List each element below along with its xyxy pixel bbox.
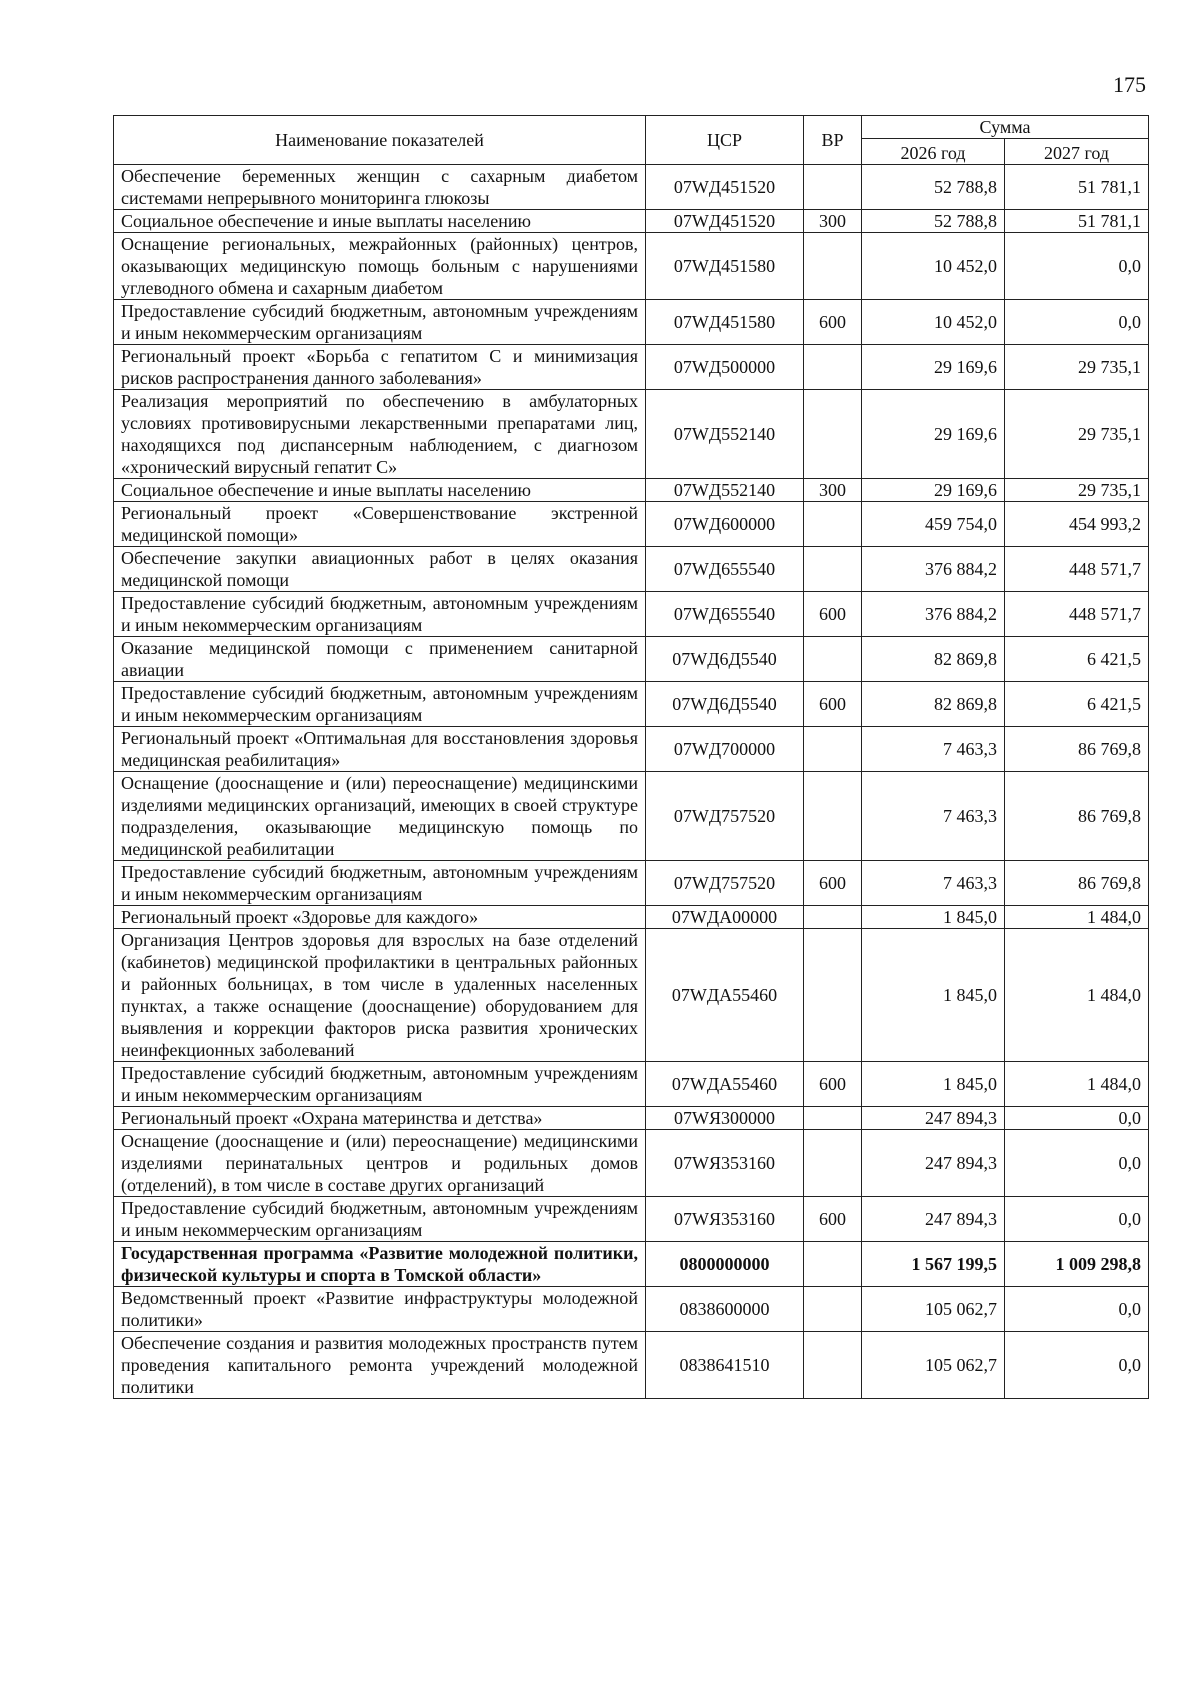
- cell-vr: [804, 165, 862, 210]
- cell-name: Организация Центров здоровья для взрослых на базе отделений (кабинетов) медицинской профилактики в центральных районных и районных больницах, в том числе в удаленных населенных пунктах, а также оснащение (дооснащение) оборудованием для выявления и коррекции факторов риска развития хронических неинфекционных заболеваний: [114, 929, 646, 1062]
- cell-sum-2027: 1 009 298,8: [1005, 1242, 1149, 1287]
- cell-name: Оказание медицинской помощи с применением санитарной авиации: [114, 637, 646, 682]
- table-body: [114, 165, 1149, 1399]
- cell-sum-2026: 376 884,2: [862, 547, 1005, 592]
- cell-name: Предоставление субсидий бюджетным, автономным учреждениям и иным некоммерческим организациям: [114, 1062, 646, 1107]
- cell-vr: [804, 637, 862, 682]
- cell-sum-2027: 29 735,1: [1005, 390, 1149, 479]
- table-row: [114, 1062, 1149, 1107]
- cell-sum-2027: 0,0: [1005, 233, 1149, 300]
- cell-name: Предоставление субсидий бюджетным, автономным учреждениям и иным некоммерческим организациям: [114, 1197, 646, 1242]
- cell-vr: 600: [804, 1197, 862, 1242]
- cell-name: Социальное обеспечение и иные выплаты населению: [114, 479, 646, 502]
- cell-csr: 07WД451580: [646, 233, 804, 300]
- cell-sum-2026: 82 869,8: [862, 637, 1005, 682]
- cell-sum-2027: 29 735,1: [1005, 479, 1149, 502]
- cell-csr: 07WД451520: [646, 210, 804, 233]
- cell-sum-2026: 1 845,0: [862, 906, 1005, 929]
- cell-sum-2026: 29 169,6: [862, 390, 1005, 479]
- cell-csr: 07WД6Д5540: [646, 637, 804, 682]
- cell-csr: 0800000000: [646, 1242, 804, 1287]
- cell-csr: 0838600000: [646, 1287, 804, 1332]
- header-sum: Сумма: [862, 116, 1149, 139]
- table-header: [114, 116, 1149, 165]
- cell-sum-2026: 105 062,7: [862, 1332, 1005, 1399]
- table-row: [114, 479, 1149, 502]
- cell-sum-2027: 86 769,8: [1005, 727, 1149, 772]
- table-row: [114, 233, 1149, 300]
- cell-sum-2027: 1 484,0: [1005, 929, 1149, 1062]
- cell-name: Ведомственный проект «Развитие инфраструктуры молодежной политики»: [114, 1287, 646, 1332]
- table-row: [114, 547, 1149, 592]
- cell-sum-2026: 29 169,6: [862, 345, 1005, 390]
- cell-vr: [804, 345, 862, 390]
- cell-vr: 300: [804, 210, 862, 233]
- cell-sum-2027: 0,0: [1005, 1332, 1149, 1399]
- cell-vr: [804, 1130, 862, 1197]
- cell-sum-2027: 51 781,1: [1005, 210, 1149, 233]
- table-row: [114, 727, 1149, 772]
- cell-vr: [804, 929, 862, 1062]
- cell-vr: [804, 547, 862, 592]
- cell-sum-2027: 454 993,2: [1005, 502, 1149, 547]
- cell-sum-2026: 10 452,0: [862, 300, 1005, 345]
- cell-name: Оснащение региональных, межрайонных (районных) центров, оказывающих медицинскую помощь больным с нарушениями углеводного обмена и сахарным диабетом: [114, 233, 646, 300]
- cell-sum-2026: 1 845,0: [862, 1062, 1005, 1107]
- cell-vr: [804, 1332, 862, 1399]
- header-vr: ВР: [804, 116, 862, 165]
- cell-sum-2027: 6 421,5: [1005, 637, 1149, 682]
- cell-name: Региональный проект «Здоровье для каждого»: [114, 906, 646, 929]
- cell-csr: 07WД552140: [646, 390, 804, 479]
- cell-vr: 300: [804, 479, 862, 502]
- cell-sum-2027: 448 571,7: [1005, 592, 1149, 637]
- cell-csr: 07WД6Д5540: [646, 682, 804, 727]
- cell-sum-2026: 376 884,2: [862, 592, 1005, 637]
- cell-csr: 07WД451580: [646, 300, 804, 345]
- cell-name: Оснащение (дооснащение и (или) переоснащение) медицинскими изделиями перинатальных центров и родильных домов (отделений), в том числе в составе других организаций: [114, 1130, 646, 1197]
- cell-vr: [804, 906, 862, 929]
- cell-sum-2027: 86 769,8: [1005, 861, 1149, 906]
- table-row: [114, 929, 1149, 1062]
- cell-csr: 07WЯ300000: [646, 1107, 804, 1130]
- table-row: [114, 906, 1149, 929]
- cell-sum-2026: 459 754,0: [862, 502, 1005, 547]
- cell-vr: [804, 1242, 862, 1287]
- header-2027: 2027 год: [1005, 139, 1149, 165]
- cell-sum-2027: 29 735,1: [1005, 345, 1149, 390]
- cell-name: Региональный проект «Оптимальная для восстановления здоровья медицинская реабилитация»: [114, 727, 646, 772]
- cell-csr: 07WД655540: [646, 547, 804, 592]
- table-row: [114, 300, 1149, 345]
- table-row: [114, 1107, 1149, 1130]
- cell-sum-2027: 6 421,5: [1005, 682, 1149, 727]
- cell-name: Оснащение (дооснащение и (или) переоснащение) медицинскими изделиями медицинских организаций, имеющих в своей структуре подразделения, оказывающие медицинскую помощь по медицинской реабилитации: [114, 772, 646, 861]
- cell-sum-2026: 105 062,7: [862, 1287, 1005, 1332]
- cell-sum-2027: 51 781,1: [1005, 165, 1149, 210]
- cell-csr: 07WД655540: [646, 592, 804, 637]
- page-number: 175: [1113, 72, 1146, 97]
- table-row: [114, 1130, 1149, 1197]
- cell-vr: [804, 772, 862, 861]
- table-row: [114, 345, 1149, 390]
- table-row: [114, 772, 1149, 861]
- cell-sum-2026: 10 452,0: [862, 233, 1005, 300]
- cell-name: Предоставление субсидий бюджетным, автономным учреждениям и иным некоммерческим организациям: [114, 861, 646, 906]
- cell-vr: [804, 1107, 862, 1130]
- cell-csr: 07WД552140: [646, 479, 804, 502]
- cell-sum-2026: 29 169,6: [862, 479, 1005, 502]
- table-row: [114, 1287, 1149, 1332]
- cell-sum-2027: 0,0: [1005, 300, 1149, 345]
- cell-vr: [804, 1287, 862, 1332]
- cell-vr: [804, 502, 862, 547]
- cell-sum-2026: 52 788,8: [862, 165, 1005, 210]
- cell-name: Социальное обеспечение и иные выплаты населению: [114, 210, 646, 233]
- cell-csr: 07WД451520: [646, 165, 804, 210]
- cell-sum-2026: 247 894,3: [862, 1130, 1005, 1197]
- cell-sum-2027: 1 484,0: [1005, 906, 1149, 929]
- cell-sum-2026: 7 463,3: [862, 861, 1005, 906]
- cell-vr: [804, 390, 862, 479]
- cell-csr: 07WДА55460: [646, 1062, 804, 1107]
- cell-csr: 07WД700000: [646, 727, 804, 772]
- cell-vr: 600: [804, 300, 862, 345]
- cell-sum-2026: 7 463,3: [862, 727, 1005, 772]
- cell-sum-2026: 52 788,8: [862, 210, 1005, 233]
- cell-name: Предоставление субсидий бюджетным, автономным учреждениям и иным некоммерческим организациям: [114, 592, 646, 637]
- cell-sum-2027: 448 571,7: [1005, 547, 1149, 592]
- cell-sum-2027: 0,0: [1005, 1107, 1149, 1130]
- cell-csr: 07WД500000: [646, 345, 804, 390]
- table-row: [114, 682, 1149, 727]
- cell-csr: 07WДА55460: [646, 929, 804, 1062]
- cell-vr: 600: [804, 861, 862, 906]
- table-row: [114, 502, 1149, 547]
- cell-csr: 07WД757520: [646, 772, 804, 861]
- cell-name: Реализация мероприятий по обеспечению в амбулаторных условиях противовирусными лекарственными препаратами лиц, находящихся под диспансерным наблюдением, с диагнозом «хронический вирусный гепатит С»: [114, 390, 646, 479]
- cell-csr: 07WДА00000: [646, 906, 804, 929]
- cell-csr: 07WЯ353160: [646, 1197, 804, 1242]
- cell-sum-2027: 86 769,8: [1005, 772, 1149, 861]
- cell-name: Региональный проект «Совершенствование экстренной медицинской помощи»: [114, 502, 646, 547]
- header-csr: ЦСР: [646, 116, 804, 165]
- cell-vr: [804, 727, 862, 772]
- cell-sum-2027: 0,0: [1005, 1130, 1149, 1197]
- cell-sum-2027: 1 484,0: [1005, 1062, 1149, 1107]
- table-row: [114, 1197, 1149, 1242]
- table-row: [114, 390, 1149, 479]
- cell-name: Обеспечение закупки авиационных работ в целях оказания медицинской помощи: [114, 547, 646, 592]
- budget-table: [113, 115, 1149, 1399]
- cell-sum-2026: 82 869,8: [862, 682, 1005, 727]
- cell-csr: 07WД757520: [646, 861, 804, 906]
- cell-sum-2027: 0,0: [1005, 1287, 1149, 1332]
- cell-csr: 07WЯ353160: [646, 1130, 804, 1197]
- cell-name: Предоставление субсидий бюджетным, автономным учреждениям и иным некоммерческим организациям: [114, 300, 646, 345]
- cell-vr: 600: [804, 592, 862, 637]
- cell-name: Предоставление субсидий бюджетным, автономным учреждениям и иным некоммерческим организациям: [114, 682, 646, 727]
- table-row: [114, 637, 1149, 682]
- cell-sum-2026: 1 567 199,5: [862, 1242, 1005, 1287]
- header-2026: 2026 год: [862, 139, 1005, 165]
- cell-name: Обеспечение создания и развития молодежных пространств путем проведения капитального ремонта учреждений молодежной политики: [114, 1332, 646, 1399]
- header-name: Наименование показателей: [114, 116, 646, 165]
- table-row: [114, 165, 1149, 210]
- cell-name: Обеспечение беременных женщин с сахарным диабетом системами непрерывного мониторинга глюкозы: [114, 165, 646, 210]
- cell-vr: 600: [804, 1062, 862, 1107]
- cell-name: Региональный проект «Борьба с гепатитом С и минимизация рисков распространения данного заболевания»: [114, 345, 646, 390]
- cell-sum-2026: 1 845,0: [862, 929, 1005, 1062]
- table-row: [114, 1242, 1149, 1287]
- cell-vr: [804, 233, 862, 300]
- table-row: [114, 592, 1149, 637]
- cell-name: Государственная программа «Развитие молодежной политики, физической культуры и спорта в Томской области»: [114, 1242, 646, 1287]
- cell-sum-2026: 247 894,3: [862, 1107, 1005, 1130]
- cell-vr: 600: [804, 682, 862, 727]
- cell-sum-2026: 247 894,3: [862, 1197, 1005, 1242]
- table-row: [114, 1332, 1149, 1399]
- cell-name: Региональный проект «Охрана материнства и детства»: [114, 1107, 646, 1130]
- cell-csr: 07WД600000: [646, 502, 804, 547]
- cell-sum-2027: 0,0: [1005, 1197, 1149, 1242]
- table-row: [114, 210, 1149, 233]
- table-row: [114, 861, 1149, 906]
- cell-sum-2026: 7 463,3: [862, 772, 1005, 861]
- cell-csr: 0838641510: [646, 1332, 804, 1399]
